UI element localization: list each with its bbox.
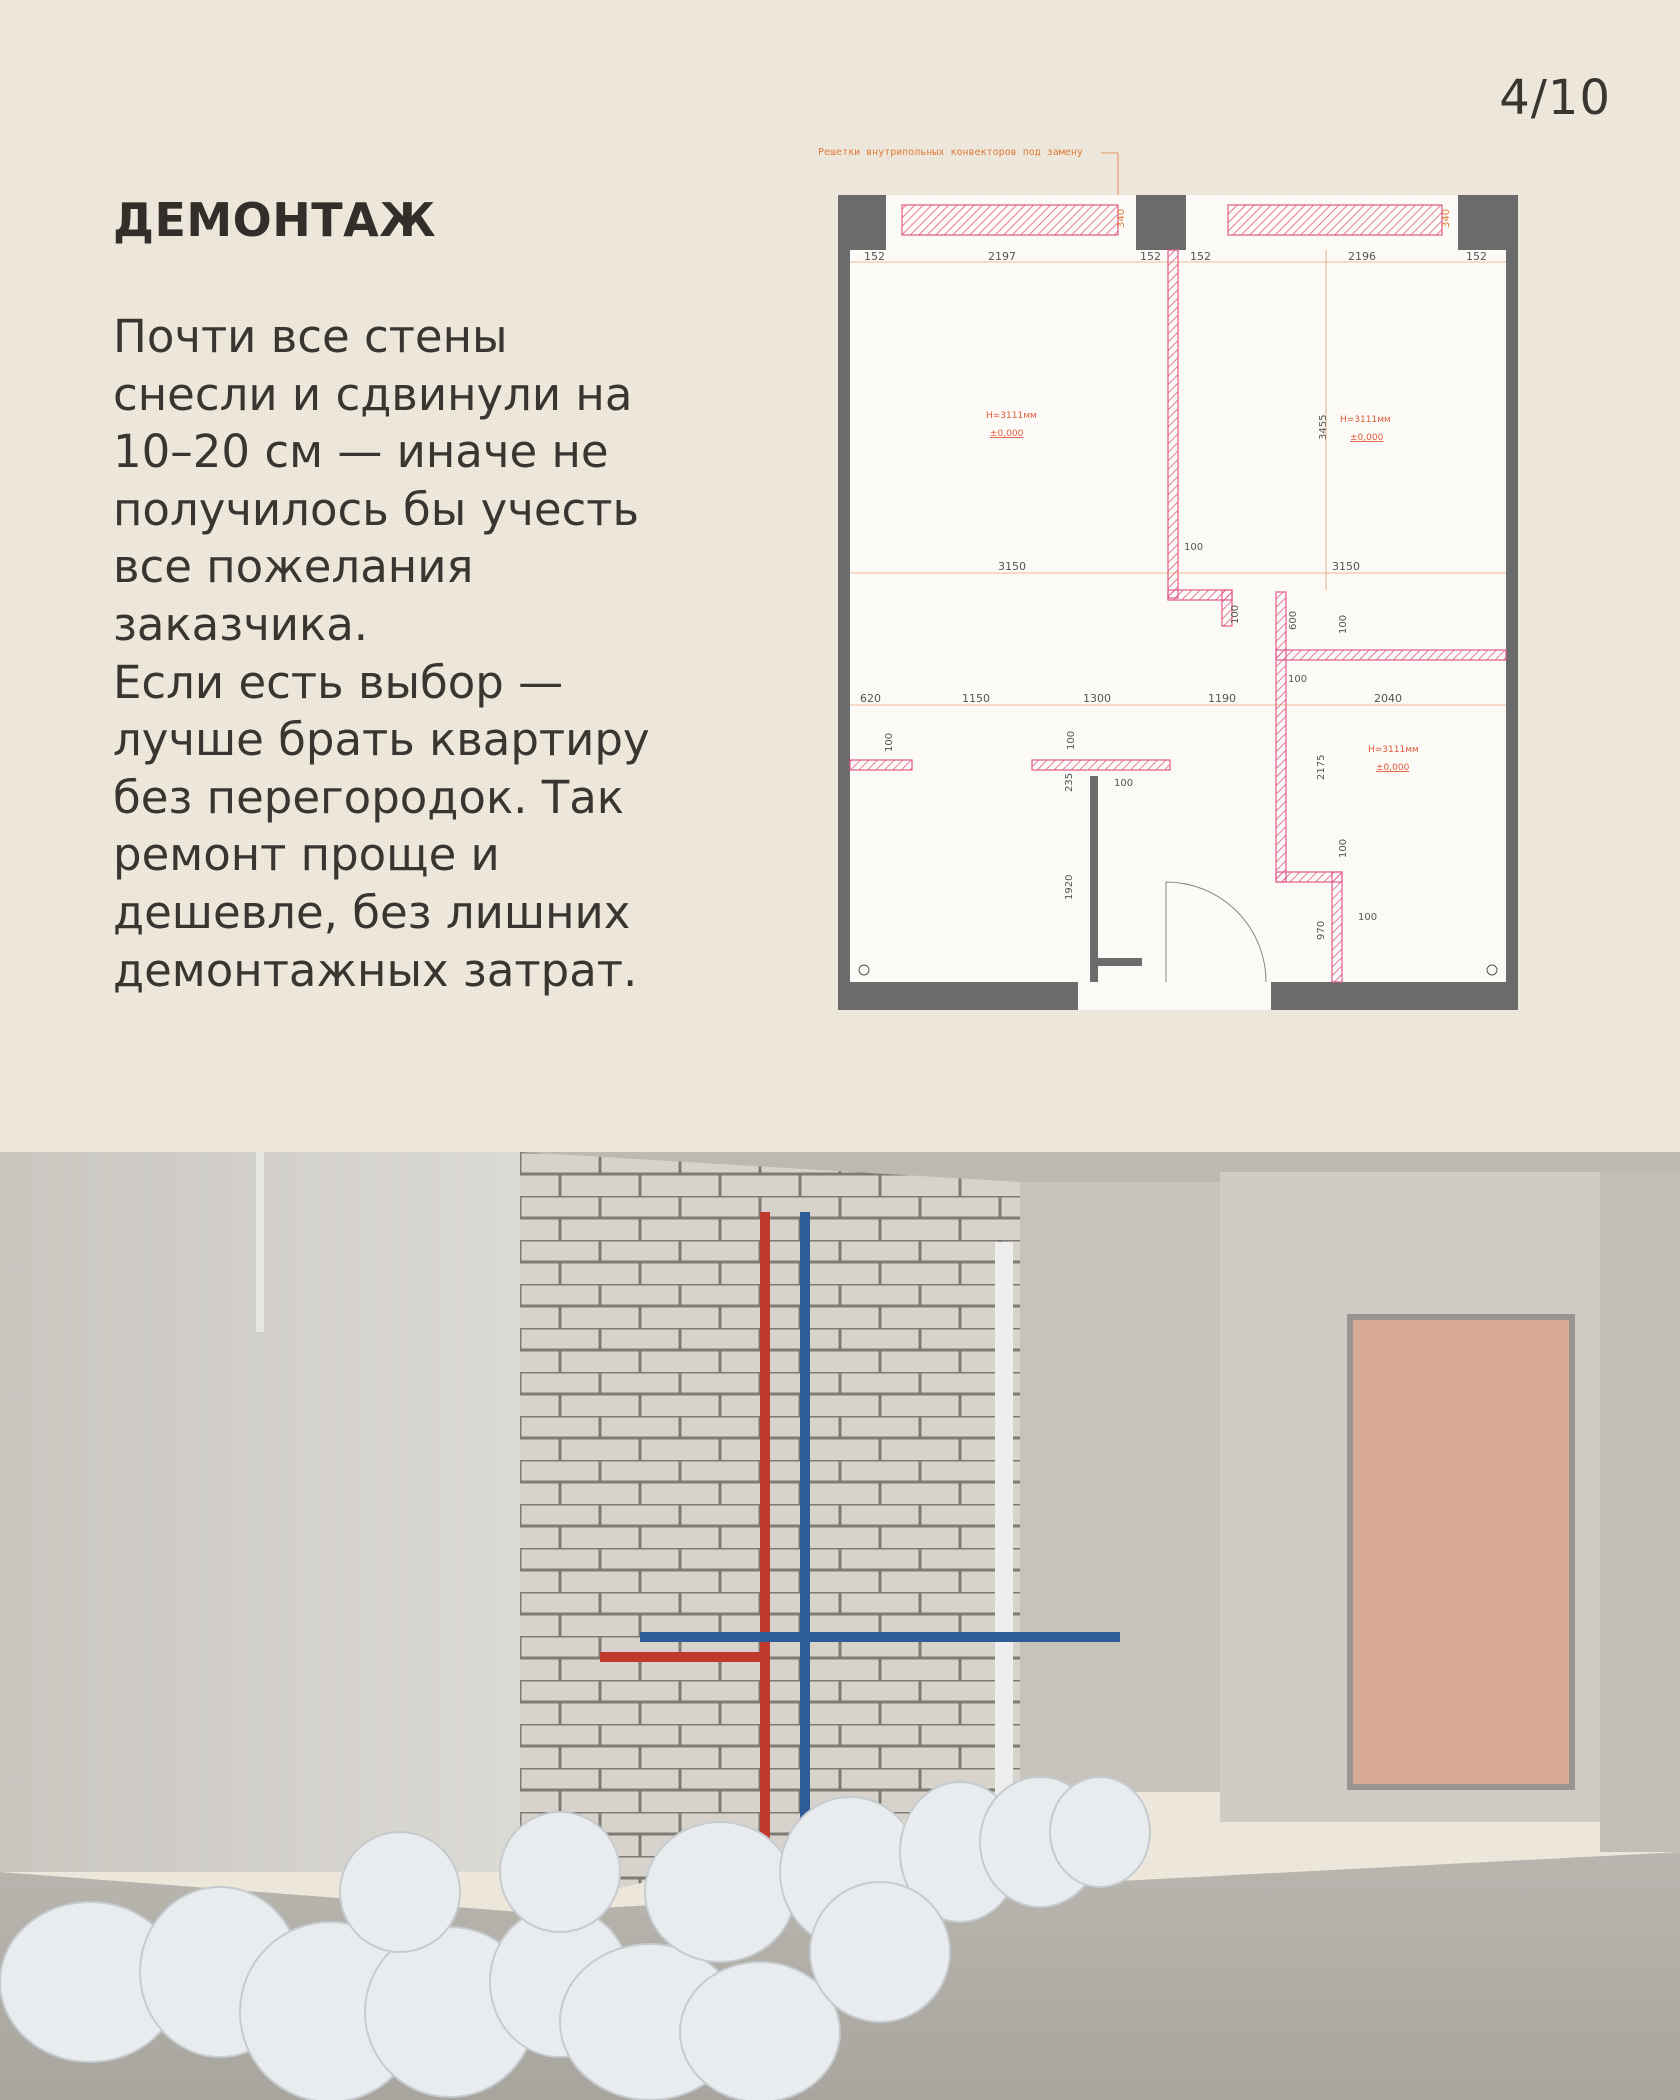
demolished-wall — [1276, 650, 1506, 660]
dim-label: 3455 — [1318, 414, 1329, 440]
dim-label: 2040 — [1374, 692, 1402, 705]
renovation-site-photo — [0, 1152, 1680, 2100]
floor-plan — [818, 140, 1518, 1020]
demolished-wall — [1032, 760, 1170, 770]
body-line: демонтажных затрат. — [113, 943, 638, 997]
body-line: Если есть выбор — — [113, 655, 564, 709]
dim-label: 152 — [1190, 250, 1211, 263]
radiator-right — [1228, 205, 1442, 235]
body-line: все пожелания — [113, 540, 474, 594]
floor-plan-drawing — [818, 140, 1518, 1020]
body-line: снесли и сдвинули на — [113, 367, 633, 421]
dim-label: 1920 — [1064, 874, 1075, 900]
dim-label: 2196 — [1348, 250, 1376, 263]
dim-label: 100 — [1338, 614, 1349, 634]
dim-label: 152 — [1466, 250, 1487, 263]
dim-label: 1150 — [962, 692, 990, 705]
demolished-wall — [850, 760, 912, 770]
body-text — [113, 308, 673, 999]
room-height: Н=3111мм — [986, 411, 1037, 421]
dim-label: 100 — [1230, 604, 1241, 624]
room-height: Н=3111мм — [1368, 745, 1419, 755]
dim-label: 100 — [1288, 674, 1308, 685]
dim-label: 620 — [860, 692, 881, 705]
dim-label: 970 — [1316, 920, 1327, 940]
room-level: ±0,000 — [990, 429, 1024, 439]
plan-note: Решетки внутрипольных конвекторов под замену — [818, 147, 1083, 158]
dim-label: 340 — [1116, 208, 1127, 228]
dim-label: 100 — [1338, 838, 1349, 858]
demolished-wall — [1276, 592, 1286, 882]
room-height: Н=3111мм — [1340, 415, 1391, 425]
dim-label: 2175 — [1316, 754, 1327, 780]
body-line: дешевле, без лишних — [113, 885, 631, 939]
dim-label: 100 — [1358, 912, 1378, 923]
room-level: ±0,000 — [1376, 763, 1410, 773]
body-line: без перегородок. Так — [113, 770, 624, 824]
dim-label: 100 — [884, 732, 895, 752]
body-line: получилось бы учесть — [113, 482, 640, 536]
demolished-wall — [1332, 872, 1342, 982]
dim-label: 152 — [1140, 250, 1161, 263]
dim-label: 2197 — [988, 250, 1016, 263]
dim-label: 152 — [864, 250, 885, 263]
dim-label: 1190 — [1208, 692, 1236, 705]
dim-label: 3150 — [1332, 560, 1360, 573]
body-line: Почти все стены — [113, 310, 508, 363]
dim-label: 100 — [1066, 730, 1077, 750]
room-level: ±0,000 — [1350, 433, 1384, 443]
radiator-left — [902, 205, 1118, 235]
body-line: 10–20 см — иначе не — [113, 425, 609, 479]
renovation-photo — [0, 1152, 1680, 2100]
page-title: ДЕМОНТАЖ — [113, 193, 437, 247]
dim-label: 340 — [1441, 208, 1452, 228]
dim-label: 100 — [1114, 778, 1134, 789]
dim-label: 100 — [1184, 542, 1204, 553]
dim-label: 3150 — [998, 560, 1026, 573]
dim-label: 600 — [1288, 610, 1299, 630]
page-counter: 4/10 — [1499, 70, 1611, 126]
body-line: заказчика. — [113, 597, 369, 651]
dim-label: 1300 — [1083, 692, 1111, 705]
body-line: ремонт проще и — [113, 828, 500, 882]
dim-label: 235 — [1064, 772, 1075, 792]
body-line: лучше брать квартиру — [113, 713, 650, 767]
demolished-wall — [1168, 250, 1178, 598]
